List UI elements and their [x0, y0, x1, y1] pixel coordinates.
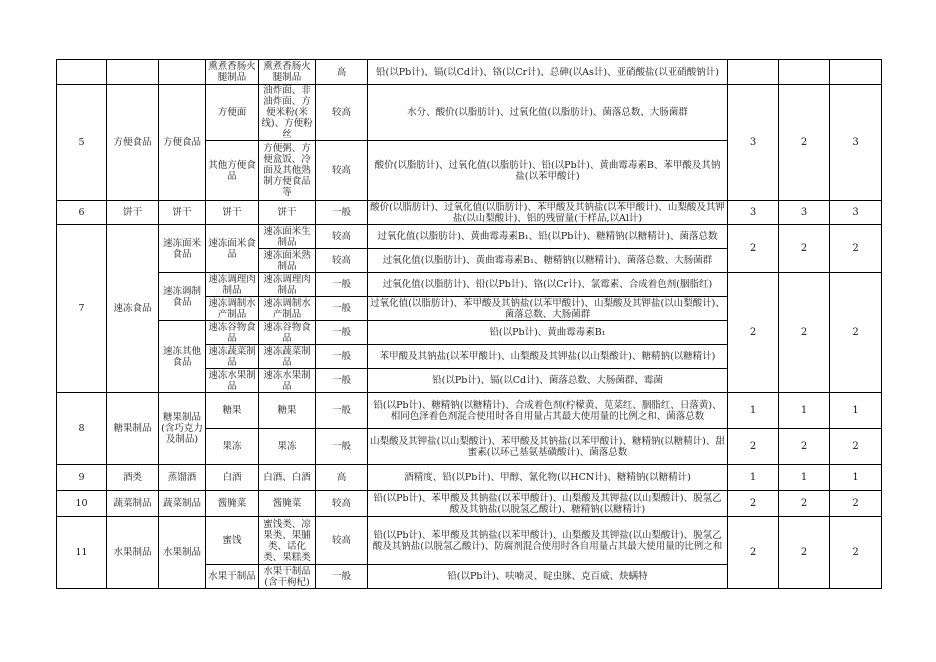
cell-variety: 糖果	[259, 393, 316, 429]
cell-type: 速冻蔬菜制品	[206, 345, 259, 369]
cell-m2: 2	[779, 273, 830, 393]
table-row	[57, 60, 882, 85]
cell-risk: 一般	[316, 297, 368, 321]
cell-no: 10	[57, 491, 107, 517]
cell-risk: 一般	[316, 393, 368, 429]
cell-risk: 高	[316, 60, 368, 85]
cell-variety: 饼干	[259, 201, 316, 225]
cell-items: 酸价(以脂肪计)、过氧化值(以脂肪计)、铅(以Pb计)、黄曲霉毒素B、苯甲酸及其钠盐(以苯甲酸计)	[368, 141, 728, 201]
cell-category: 酒类	[107, 465, 159, 491]
cell-variety: 蜜饯类、凉果类、果脯类、话化类、果糕类	[259, 517, 316, 565]
cell-m3	[830, 60, 882, 85]
inspection-table	[56, 59, 882, 589]
cell-variety: 果冻	[259, 429, 316, 465]
cell-type: 速冻面米食品	[206, 225, 259, 273]
cell-items: 山梨酸及其钾盐(以山梨酸计)、苯甲酸及其钠盐(以苯甲酸计)、糖精钠(以糖精计)、甜蜜素(以环己基氨基磺酸计)、菌落总数	[368, 429, 728, 465]
cell-no: 6	[57, 201, 107, 225]
cell-risk: 较高	[316, 85, 368, 141]
cell-m1: 2	[728, 225, 779, 273]
cell-m2: 1	[779, 393, 830, 429]
cell-subcategory: 速冻调制食品	[159, 273, 206, 321]
cell-m3: 3	[830, 85, 882, 201]
cell-m3: 2	[830, 429, 882, 465]
cell-subcategory: 饼干	[159, 201, 206, 225]
cell-category: 速冻食品	[107, 225, 159, 393]
cell-m2: 3	[779, 201, 830, 225]
cell-risk: 较高	[316, 225, 368, 249]
cell-type: 速冻调理肉制品	[206, 273, 259, 297]
cell-no: 9	[57, 465, 107, 491]
cell-risk: 一般	[316, 273, 368, 297]
cell-variety: 白酒、白酒	[259, 465, 316, 491]
cell-no: 8	[57, 393, 107, 465]
cell-type: 速冻调制水产制品	[206, 297, 259, 321]
cell-risk: 较高	[316, 249, 368, 273]
cell-items: 铅(以Pb计)、黄曲霉毒素B₁	[368, 321, 728, 345]
cell-type: 其他方便食品	[206, 141, 259, 201]
cell-m2	[779, 60, 830, 85]
cell-m2: 1	[779, 465, 830, 491]
cell-items: 铅(以Pb计)、糖精钠(以糖精计)、合成着色剂(柠檬黄、苋菜红、胭脂红、日落黄)、相同色泽着色剂混合使用时各自用量占其最大使用量的比例之和、菌落总数	[368, 393, 728, 429]
cell-risk: 一般	[316, 321, 368, 345]
cell-type: 熏煮香肠火腿制品	[206, 60, 259, 85]
table-row	[57, 273, 882, 297]
cell-risk: 高	[316, 465, 368, 491]
cell-items: 苯甲酸及其钠盐(以苯甲酸计)、山梨酸及其钾盐(以山梨酸计)、糖精钠(以糖精计)	[368, 345, 728, 369]
cell-type: 果冻	[206, 429, 259, 465]
cell-type: 白酒	[206, 465, 259, 491]
cell-type: 饼干	[206, 201, 259, 225]
cell-m3: 2	[830, 273, 882, 393]
cell-variety: 速冻调制水产制品	[259, 297, 316, 321]
cell-m3: 1	[830, 393, 882, 429]
cell-risk: 一般	[316, 345, 368, 369]
cell-risk: 较高	[316, 491, 368, 517]
cell-variety: 熏煮香肠火腿制品	[259, 60, 316, 85]
cell-risk: 一般	[316, 565, 368, 589]
cell-subcategory: 速冻面米食品	[159, 225, 206, 273]
cell-category: 饼干	[107, 201, 159, 225]
cell-m1: 2	[728, 517, 779, 589]
cell-m3: 2	[830, 491, 882, 517]
cell-items: 过氧化值(以脂肪计)、黄曲霉毒素B₁、糖精钠(以糖精计)、菌落总数、大肠菌群	[368, 249, 728, 273]
cell-items: 铅(以Pb计)、镉(以Cd计)、菌落总数、大肠菌群、霉菌	[368, 369, 728, 393]
cell-variety: 油炸面、非油炸面、方便米粉(米线)、方便粉丝	[259, 85, 316, 141]
cell-variety: 速冻水果制品	[259, 369, 316, 393]
cell-type: 糖果	[206, 393, 259, 429]
cell-variety: 速冻调理肉制品	[259, 273, 316, 297]
cell-items: 酸价(以脂肪计)、过氧化值(以脂肪计)、苯甲酸及其钠盐(以苯甲酸计)、山梨酸及其钾盐(以山梨酸计)、铝的残留量(干样品,以Al计)	[368, 201, 728, 225]
cell-category: 方便食品	[107, 85, 159, 201]
cell-variety: 速冻谷物食品	[259, 321, 316, 345]
cell-m1: 3	[728, 85, 779, 201]
cell-m2: 2	[779, 517, 830, 589]
cell-m1: 2	[728, 273, 779, 393]
cell-items: 过氧化值(以脂肪计)、苯甲酸及其钠盐(以苯甲酸计)、山梨酸及其钾盐(以山梨酸计)、菌落总数、大肠菌群	[368, 297, 728, 321]
cell-items: 铅(以Pb计)、苯甲酸及其钠盐(以苯甲酸计)、山梨酸及其钾盐(以山梨酸计)、脱氢乙酸及其钠盐(以脱氢乙酸计)、糖精钠(以糖精计)	[368, 491, 728, 517]
cell-subcategory: 方便食品	[159, 85, 206, 201]
cell-risk: 一般	[316, 201, 368, 225]
cell-m3: 3	[830, 201, 882, 225]
cell-subcategory	[159, 60, 206, 85]
cell-variety: 速冻蔬菜制品	[259, 345, 316, 369]
cell-subcategory: 糖果制品(含巧克力及制品)	[159, 393, 206, 465]
table-row	[57, 225, 882, 249]
table-row	[57, 517, 882, 565]
cell-type: 水果干制品	[206, 565, 259, 589]
cell-m2: 2	[779, 85, 830, 201]
cell-type: 速冻谷物食品	[206, 321, 259, 345]
cell-no: 7	[57, 225, 107, 393]
cell-m2: 2	[779, 225, 830, 273]
cell-m1: 1	[728, 465, 779, 491]
table-row	[57, 491, 882, 517]
cell-no: 11	[57, 517, 107, 589]
cell-m1	[728, 60, 779, 85]
cell-m1: 1	[728, 393, 779, 429]
cell-variety: 速冻面米熟制品	[259, 249, 316, 273]
cell-items: 铅(以Pb计)、呋喃灵、啶虫脒、克百威、炔螨特	[368, 565, 728, 589]
cell-risk: 一般	[316, 369, 368, 393]
cell-items: 铅(以Pb计)、苯甲酸及其钠盐(以苯甲酸计)、山梨酸及其钾盐(以山梨酸计)、脱氢乙酸及其钠盐(以脱氢乙酸计)、防腐剂混合使用时各自用量占其最大使用量的比例之和	[368, 517, 728, 565]
cell-items: 过氧化值(以脂肪计)、铅(以Pb计)、铬(以Cr计)、氯霉素、合成着色剂(胭脂红)	[368, 273, 728, 297]
cell-category: 糖果制品	[107, 393, 159, 465]
cell-m2: 2	[779, 491, 830, 517]
cell-no	[57, 60, 107, 85]
cell-no: 5	[57, 85, 107, 201]
cell-risk: 一般	[316, 429, 368, 465]
cell-subcategory: 蒸馏酒	[159, 465, 206, 491]
cell-risk: 较高	[316, 141, 368, 201]
cell-m3: 1	[830, 465, 882, 491]
cell-m1: 2	[728, 429, 779, 465]
cell-items: 水分、酸价(以脂肪计)、过氧化值(以脂肪计)、菌落总数、大肠菌群	[368, 85, 728, 141]
cell-category	[107, 60, 159, 85]
cell-subcategory: 蔬菜制品	[159, 491, 206, 517]
cell-m2: 2	[779, 429, 830, 465]
table-row	[57, 201, 882, 225]
cell-variety: 方便粥、方便盒饭、冷面及其他熟制方便食品等	[259, 141, 316, 201]
cell-items: 过氧化值(以脂肪计)、黄曲霉毒素B₁、铅(以Pb计)、糖精钠(以糖精计)、菌落总数	[368, 225, 728, 249]
cell-m1: 2	[728, 491, 779, 517]
cell-variety: 酱腌菜	[259, 491, 316, 517]
cell-risk: 较高	[316, 517, 368, 565]
cell-variety: 速冻面米生制品	[259, 225, 316, 249]
cell-m1: 3	[728, 201, 779, 225]
table-row	[57, 465, 882, 491]
cell-type: 速冻水果制品	[206, 369, 259, 393]
cell-category: 蔬菜制品	[107, 491, 159, 517]
cell-variety: 水果干制品(含干枸杞)	[259, 565, 316, 589]
cell-subcategory: 水果制品	[159, 517, 206, 589]
table-row	[57, 85, 882, 141]
table-row	[57, 393, 882, 429]
cell-type: 方便面	[206, 85, 259, 141]
cell-type: 酱腌菜	[206, 491, 259, 517]
cell-items: 酒精度、铅(以Pb计)、甲醇、氰化物(以HCN计)、糖精钠(以糖精计)	[368, 465, 728, 491]
cell-m3: 2	[830, 225, 882, 273]
cell-type: 蜜饯	[206, 517, 259, 565]
cell-category: 水果制品	[107, 517, 159, 589]
cell-subcategory: 速冻其他食品	[159, 321, 206, 393]
cell-m3: 2	[830, 517, 882, 589]
cell-items: 铅(以Pb计)、镉(以Cd计)、铬(以Cr计)、总砷(以As计)、亚硝酸盐(以亚硝酸钠计)	[368, 60, 728, 85]
